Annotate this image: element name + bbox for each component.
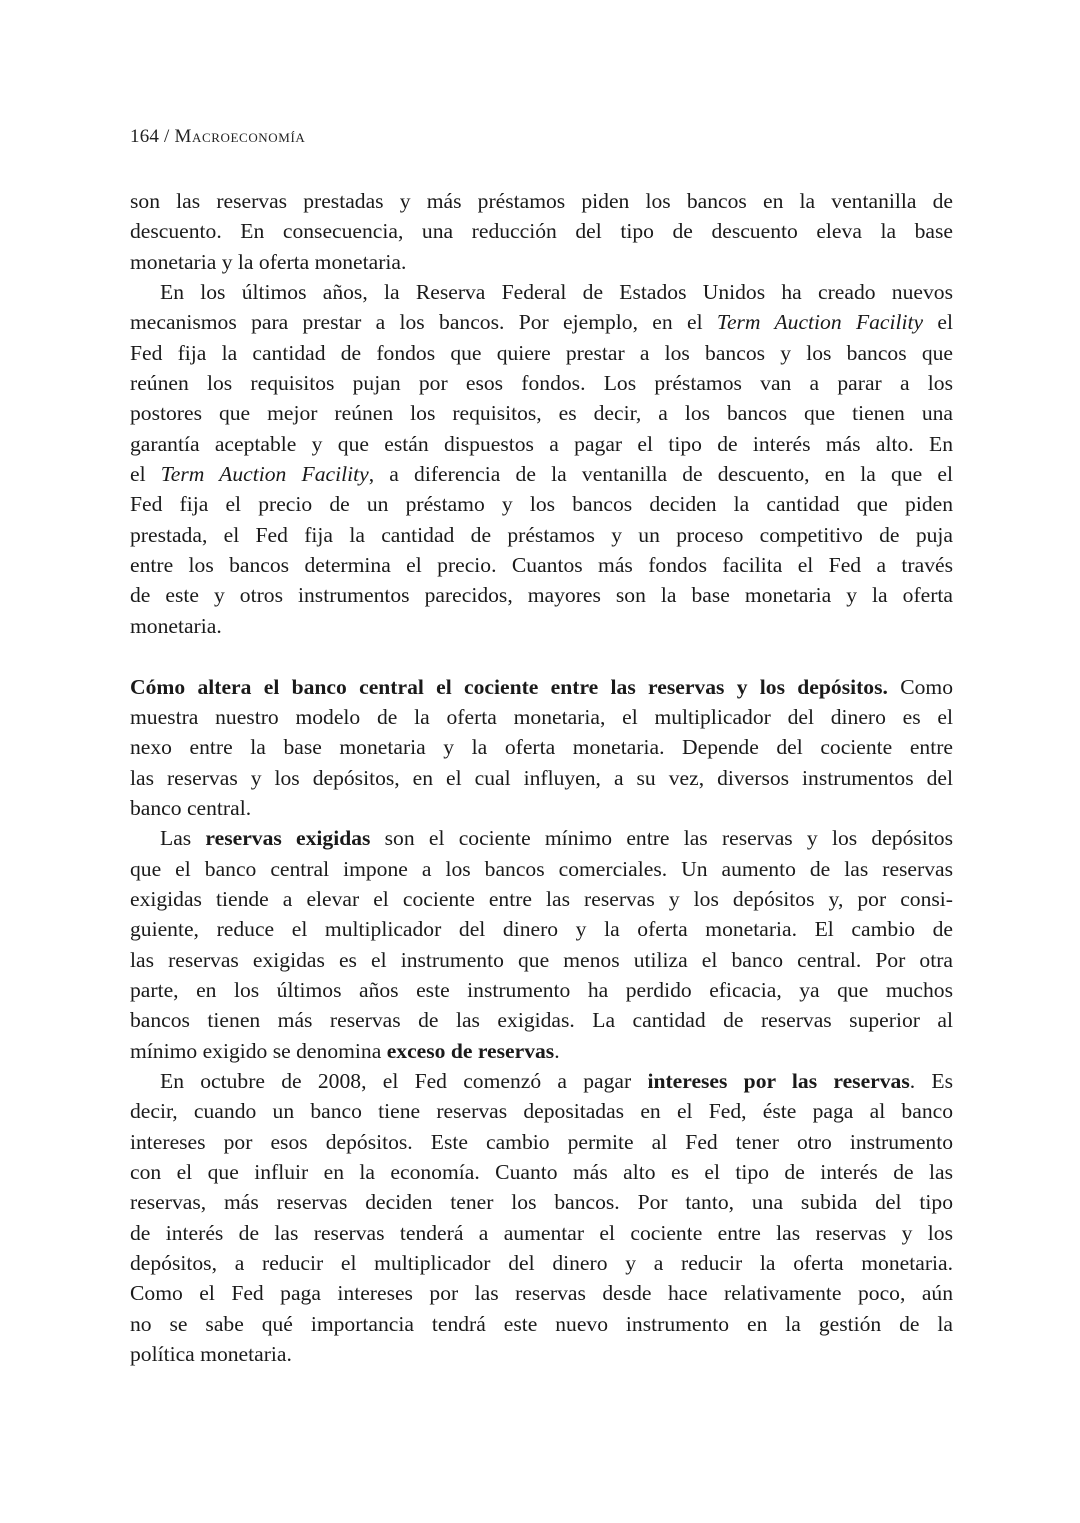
header-separator: / (159, 126, 175, 147)
text-run: decir, cuando un banco tiene reservas depositadas en el Fed, éste paga al banco (130, 1099, 953, 1124)
text-line (130, 611, 953, 641)
text-run: las reservas y los depósitos, en el cual influyen, a su vez, diversos instrumentos del (130, 765, 953, 790)
text-line (130, 1127, 953, 1157)
text-line (130, 1066, 953, 1096)
text-run: En los últimos años, la Reserva Federal de Estados Unidos ha creado nuevos (160, 280, 953, 305)
text-run: muestra nuestro modelo de la oferta monetaria, el multiplicador del dinero es el (130, 704, 953, 729)
text-line (130, 975, 953, 1005)
text-run: nexo entre la base monetaria y la oferta monetaria. Depende del cociente entre (130, 735, 953, 760)
text-run: política monetaria. (130, 1342, 292, 1367)
text-line (130, 945, 953, 975)
text-run: guiente, reduce el multiplicador del dinero y la oferta monetaria. El cambio de (130, 917, 953, 942)
text-line (130, 884, 953, 914)
text-line (130, 520, 953, 550)
text-run: Las (160, 826, 206, 851)
text-line (130, 307, 953, 337)
text-run: Como el Fed paga intereses por las reservas desde hace relativamente poco, aún (130, 1281, 953, 1306)
text-run: reúnen los requisitos pujan por esos fondos. Los préstamos van a parar a los (130, 371, 953, 396)
italic-term: Term Auction Facility (160, 462, 369, 487)
text-run: son el cociente mínimo entre las reservas y los depósitos (370, 826, 953, 851)
text-line (130, 1096, 953, 1126)
text-run: postores que mejor reúnen los requisitos, es decir, a los bancos que tienen una (130, 401, 953, 426)
text-run: . Es (909, 1068, 953, 1093)
paragraph (130, 186, 953, 277)
text-line (130, 1187, 953, 1217)
text-run: mecanismos para prestar a los bancos. Por ejemplo, en el (130, 310, 717, 335)
text-line (130, 702, 953, 732)
text-line (130, 186, 953, 216)
text-run: banco central. (130, 795, 252, 820)
text-run: monetaria. (130, 613, 222, 638)
text-line (130, 1309, 953, 1339)
text-line (130, 338, 953, 368)
text-run: parte, en los últimos años este instrumento ha perdido eficacia, ya que muchos (130, 977, 953, 1002)
bold-term: Cómo altera el banco central el cociente entre las reservas y los depósitos. (130, 674, 888, 699)
page-number: 164 (130, 126, 160, 147)
text-run: con el que influir en la economía. Cuanto más alto es el tipo de interés de las (130, 1160, 953, 1184)
text-line (130, 580, 953, 610)
bold-term: intereses por las reservas (647, 1068, 910, 1093)
text-run: bancos tienen más reservas de las exigidas. La cantidad de reservas superior al (130, 1008, 953, 1033)
text-run: depósitos, a reducir el multiplicador del dinero y a reducir la oferta monetaria. (130, 1251, 953, 1276)
text-line (130, 459, 953, 489)
text-run: de este y otros instrumentos parecidos, mayores son la base monetaria y la oferta (130, 583, 953, 608)
italic-term: Term Auction Facility (716, 310, 924, 335)
running-title: Macroeconomía (174, 126, 306, 147)
text-run: prestada, el Fed fija la cantidad de préstamos y un proceso competitivo de puja (130, 522, 953, 547)
text-line (130, 793, 953, 823)
text-line (130, 1248, 953, 1278)
text-run: mínimo exigido se denomina (130, 1038, 387, 1063)
paragraph (130, 277, 953, 641)
text-run: En octubre de 2008, el Fed comenzó a pagar (160, 1068, 648, 1093)
text-run: monetaria y la oferta monetaria. (130, 249, 407, 274)
section-paragraph-with-run-in-heading (130, 672, 953, 824)
text-line (130, 914, 953, 944)
text-line (130, 763, 953, 793)
text-line (130, 1036, 953, 1066)
text-run: Fed fija la cantidad de fondos que quiere prestar a los bancos y los bancos que (130, 340, 953, 365)
running-header (130, 126, 305, 148)
paragraph-gap (130, 641, 953, 671)
text-line (130, 732, 953, 762)
text-line (130, 489, 953, 519)
text-run: las reservas exigidas es el instrumento que menos utiliza el banco central. Por otra (130, 947, 953, 972)
text-run: . (554, 1038, 560, 1063)
text-line (130, 247, 953, 277)
text-line (130, 672, 953, 702)
text-line (130, 1157, 953, 1187)
text-run: no se sabe qué importancia tendrá este nuevo instrumento en la gestión de la (130, 1311, 953, 1336)
text-run: intereses por esos depósitos. Este cambio permite al Fed tener otro instrumento (130, 1129, 953, 1154)
text-line (130, 1278, 953, 1308)
text-run: descuento. En consecuencia, una reducción del tipo de descuento eleva la base (130, 219, 953, 244)
paragraph (130, 1066, 953, 1369)
text-line (130, 216, 953, 246)
text-line (130, 1218, 953, 1248)
text-run: , a diferencia de la ventanilla de descuento, en la que el (368, 462, 954, 487)
text-run: Fed fija el precio de un préstamo y los bancos deciden la cantidad que piden (130, 492, 953, 517)
text-run: Como (887, 674, 953, 699)
text-run: el (923, 310, 954, 335)
paragraph (130, 823, 953, 1066)
text-line (130, 1339, 953, 1369)
text-run: exigidas tiende a elevar el cociente entre las reservas y los depósitos y, por consi- (130, 886, 953, 911)
body-text (130, 186, 953, 1369)
text-run: reservas, más reservas deciden tener los bancos. Por tanto, una subida del tipo (130, 1190, 953, 1215)
text-line (130, 277, 953, 307)
text-line (130, 823, 953, 853)
text-run: son las reservas prestadas y más préstamos piden los bancos en la ventanilla de (130, 189, 953, 213)
text-run: garantía aceptable y que están dispuestos a pagar el tipo de interés más alto. En (130, 431, 953, 456)
bold-term: exceso de reservas (386, 1038, 555, 1063)
text-run: de interés de las reservas tenderá a aumentar el cociente entre las reservas y los (130, 1220, 953, 1245)
text-line (130, 368, 953, 398)
text-run: que el banco central impone a los bancos comerciales. Un aumento de las reservas (130, 856, 953, 881)
text-run: entre los bancos determina el precio. Cuantos más fondos facilita el Fed a través (130, 553, 953, 578)
text-run: el (130, 462, 161, 487)
bold-term: reservas exigidas (205, 826, 371, 851)
text-line (130, 1005, 953, 1035)
text-line (130, 398, 953, 428)
text-line (130, 429, 953, 459)
text-line (130, 854, 953, 884)
text-line (130, 550, 953, 580)
